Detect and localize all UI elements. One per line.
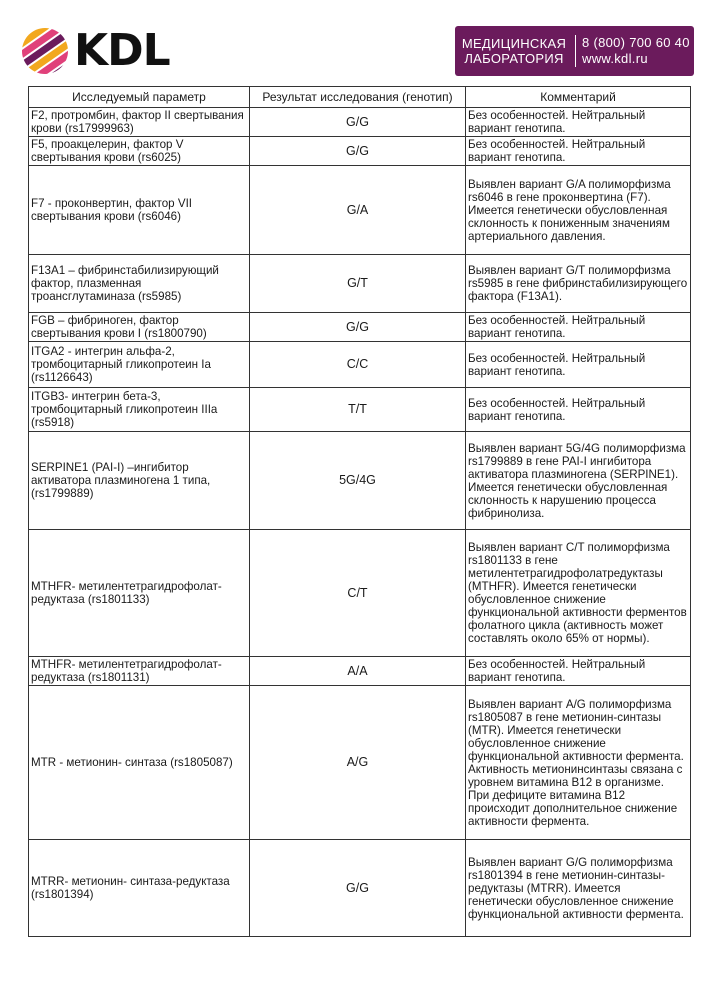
genotype-results-table	[28, 86, 691, 937]
result-cell: G/G	[250, 108, 466, 137]
comment-cell: Без особенностей. Нейтральный вариант генотипа.	[466, 657, 691, 686]
column-header-result: Результат исследования (генотип)	[250, 87, 466, 108]
table-row	[29, 342, 691, 388]
result-cell: C/C	[250, 342, 466, 388]
lab-name	[455, 36, 573, 66]
param-cell: FGB – фибриноген, фактор свертывания крови I (rs1800790)	[29, 313, 250, 342]
lab-website[interactable]: www.kdl.ru	[582, 51, 648, 66]
result-cell: 5G/4G	[250, 432, 466, 530]
table-row	[29, 657, 691, 686]
comment-cell: Без особенностей. Нейтральный вариант генотипа.	[466, 313, 691, 342]
kdl-logo	[20, 26, 170, 76]
comment-cell: Выявлен вариант G/A полиморфизма rs6046 в гене проконвертина (F7). Имеется генетически обусловленная склонность к пониженным значениям артериального давления.	[466, 166, 691, 255]
table-row	[29, 686, 691, 840]
table-row	[29, 388, 691, 432]
comment-cell: Выявлен вариант G/T полиморфизма rs5985 в гене фибринстабилизирующего фактора (F13A1).	[466, 255, 691, 313]
comment-cell: Без особенностей. Нейтральный вариант генотипа.	[466, 108, 691, 137]
table-row	[29, 530, 691, 657]
param-cell: MTHFR- метилентетрагидрофолат-редуктаза (rs1801133)	[29, 530, 250, 657]
table-header-row	[29, 87, 691, 108]
comment-cell: Выявлен вариант C/T полиморфизма rs1801133 в гене метилентетрагидрофолатредуктазы (MTHFR). Имеется генетически обусловленное снижение функциональной активности ферментов фолатного цикла (активность может составлять около 65% от нормы).	[466, 530, 691, 657]
lab-name-line1: МЕДИЦИНСКАЯ	[461, 36, 567, 51]
param-cell: F13A1 – фибринстабилизирующий фактор, плазменная троансглутаминаза (rs5985)	[29, 255, 250, 313]
result-cell: A/A	[250, 657, 466, 686]
param-cell: ITGB3- интегрин бета-3, тромбоцитарный гликопротеин IIIa (rs5918)	[29, 388, 250, 432]
param-cell: F2, протромбин, фактор II свертывания крови (rs17999963)	[29, 108, 250, 137]
param-cell: SERPINE1 (PAI-I) –ингибитор активатора плазминогена 1 типа, (rs1799889)	[29, 432, 250, 530]
lab-phone[interactable]: 8 (800) 700 60 40	[582, 35, 690, 50]
comment-cell: Без особенностей. Нейтральный вариант генотипа.	[466, 342, 691, 388]
page-header	[0, 0, 708, 86]
column-header-parameter: Исследуемый параметр	[29, 87, 250, 108]
param-cell: MTRR- метионин- синтаза-редуктаза (rs1801394)	[29, 840, 250, 937]
param-cell: MTHFR- метилентетрагидрофолат-редуктаза (rs1801131)	[29, 657, 250, 686]
table-row	[29, 313, 691, 342]
result-cell: C/T	[250, 530, 466, 657]
result-cell: G/G	[250, 137, 466, 166]
result-cell: T/T	[250, 388, 466, 432]
comment-cell: Без особенностей. Нейтральный вариант генотипа.	[466, 388, 691, 432]
logo-text: KDL	[74, 25, 170, 76]
comment-cell: Выявлен вариант A/G полиморфизма rs1805087 в гене метионин-синтазы (MTR). Имеется генетически обусловленное снижение функциональной активности фермента. Активность метионинсинтазы связана с уровнем витамина B12 в организме. При дефиците витамина B12 происходит дополнительное снижение активности фермента.	[466, 686, 691, 840]
table-row	[29, 432, 691, 530]
result-cell: A/G	[250, 686, 466, 840]
lab-contact-box	[455, 26, 694, 76]
comment-cell: Выявлен вариант G/G полиморфизма rs1801394 в гене метионин-синтазы-редуктазы (MTRR). Имеется генетически обусловленное снижение функциональной активности фермента.	[466, 840, 691, 937]
table-row	[29, 166, 691, 255]
column-header-comment: Комментарий	[466, 87, 691, 108]
result-cell: G/A	[250, 166, 466, 255]
table-row	[29, 840, 691, 937]
table-row	[29, 137, 691, 166]
param-cell: MTR - метионин- синтаза (rs1805087)	[29, 686, 250, 840]
comment-cell: Выявлен вариант 5G/4G полиморфизма rs1799889 в гене PAI-I ингибитора активатора плазминогена (SERPINE1). Имеется генетически обусловленная склонность к нарушению процесса фибринолиза.	[466, 432, 691, 530]
kdl-logo-mark-icon	[20, 26, 70, 76]
result-cell: G/G	[250, 313, 466, 342]
result-cell: G/G	[250, 840, 466, 937]
param-cell: F5, проакцелерин, фактор V свертывания крови (rs6025)	[29, 137, 250, 166]
table-row	[29, 108, 691, 137]
lab-divider	[575, 35, 576, 67]
param-cell: ITGA2 - интегрин альфа-2, тромбоцитарный гликопротеин Ia (rs1126643)	[29, 342, 250, 388]
table-row	[29, 255, 691, 313]
result-cell: G/T	[250, 255, 466, 313]
lab-contacts	[582, 35, 690, 67]
param-cell: F7 - проконвертин, фактор VII свертывания крови (rs6046)	[29, 166, 250, 255]
lab-name-line2: ЛАБОРАТОРИЯ	[464, 51, 564, 66]
comment-cell: Без особенностей. Нейтральный вариант генотипа.	[466, 137, 691, 166]
